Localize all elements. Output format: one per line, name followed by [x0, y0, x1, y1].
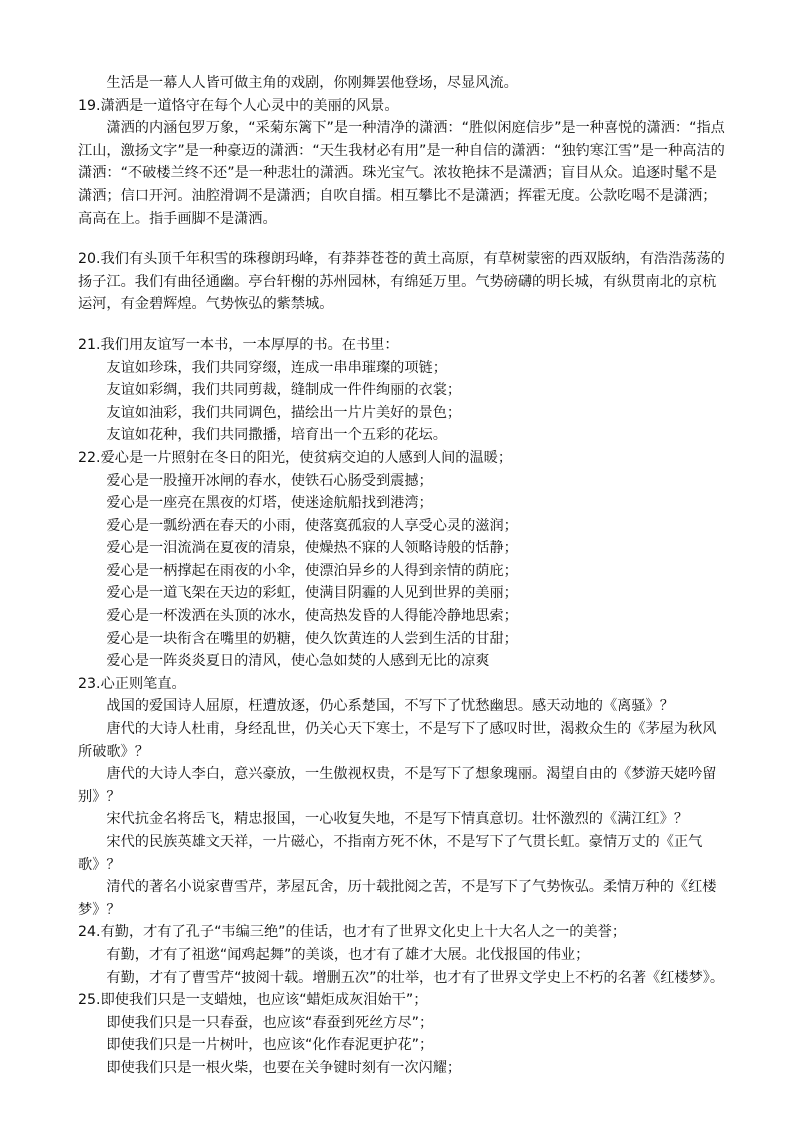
section-21-line: 友谊如花种，我们共同撒播，培育出一个五彩的花坛。: [106, 427, 447, 444]
paragraph-gap: [78, 230, 728, 248]
section-24-paragraph: 有勤，才有了曹雪芹“披阅十载。增删五次”的壮举，也才有了世界文学史上不朽的名著《红楼梦》。: [106, 969, 725, 986]
section-21-line: 友谊如珍珠，我们共同穿缀，连成一串串璀璨的项链；: [106, 359, 447, 376]
section-22-line: 爱心是一股撞开冰闸的春水，使铁石心肠受到震撼；: [106, 472, 433, 489]
section-23-paragraph: 清代的著名小说家曹雪芹，茅屋瓦舍，历十载批阅之苦，不是写下了气势恢弘。柔情万种的《红楼梦》？: [78, 879, 717, 918]
section-22-line: 爱心是一杯泼洒在头顶的冰水，使高热发昏的人得能冷静地思索；: [106, 608, 518, 625]
section-22-heading: 22.爱心是一片照射在冬日的阳光，使贫病交迫的人感到人间的温暖；: [78, 449, 513, 466]
section-19-body: 潇洒的内涵包罗万象，“采菊东篱下”是一种清净的潇洒：“胜似闲庭信步”是一种喜悦的潇洒：“指点江山，激扬文字”是一种豪迈的潇洒：“天生我材必有用”是一种自信的潇洒：“独钓寒江雪”是一种高洁的潇洒：“不破楼兰终不还”是一种悲壮的潇洒。珠光宝气。浓妆艳抹不是潇洒；盲目从众。追逐时髦不是潇洒；信口开河。油腔滑调不是潇洒；自吹自擂。相互攀比不是潇洒；挥霍无度。公款吃喝不是潇洒；高高在上。指手画脚不是潇洒。: [78, 120, 725, 227]
section-24-paragraph: 有勤，才有了祖逖“闻鸡起舞”的美谈，也才有了雄才大展。北伐报国的伟业；: [106, 946, 590, 963]
paragraph-gap: [78, 316, 728, 334]
section-20-body: 20.我们有头顶千年积雪的珠穆朗玛峰，有莽莽苍苍的黄土高原，有草树蒙密的西双版纳，有浩浩荡荡的扬子江。我们有曲径通幽。亭台轩榭的苏州园林，有绵延万里。气势磅礴的明长城，有纵贯南北的京杭运河，有金碧辉煌。气势恢弘的紫禁城。: [78, 251, 725, 313]
section-25-line: 即使我们只是一只春蚕，也应该“春蚕到死丝方尽”；: [106, 1014, 434, 1031]
section-21-line: 友谊如油彩，我们共同调色，描绘出一片片美好的景色；: [106, 404, 462, 421]
section-24-heading: 24.有勤，才有了孔子“韦编三绝”的佳话，也才有了世界文化史上十大名人之一的美誉；: [78, 924, 627, 941]
intro-paragraph: 生活是一幕人人皆可做主角的戏剧，你刚舞罢他登场，尽显风流。: [106, 75, 518, 91]
section-22-line: 爱心是一柄撑起在雨夜的小伞，使漂泊异乡的人得到亲情的荫庇；: [106, 562, 518, 579]
section-23-paragraph: 宋代的民族英雄文天祥，一片磁心，不指南方死不休，不是写下了气贯长虹。豪情万丈的《正气歌》？: [78, 834, 703, 873]
section-22-line: 爱心是一道飞架在天边的彩虹，使满目阴霾的人见到世界的美丽；: [106, 585, 518, 602]
section-21-line: 友谊如彩绸，我们共同剪裁，缝制成一件件绚丽的衣裳；: [106, 382, 462, 399]
section-19-heading: 19.潇洒是一道恪守在每个人心灵中的美丽的风景。: [78, 97, 399, 114]
section-22-line: 爱心是一块衔含在嘴里的奶糖，使久饮黄连的人尝到生活的甘甜；: [106, 630, 518, 647]
section-22-line: 爱心是一瓢纷洒在春天的小雨，使落寞孤寂的人享受心灵的滋润；: [106, 517, 518, 534]
section-25-heading: 25.即使我们只是一支蜡烛，也应该“蜡炬成灰泪始干”；: [78, 992, 428, 1009]
section-23-heading: 23.心正则笔直。: [78, 675, 186, 692]
section-23-paragraph: 唐代的大诗人李白，意兴豪放，一生傲视权贵，不是写下了想象瑰丽。渴望自由的《梦游天姥吟留别》？: [78, 766, 717, 805]
section-23-paragraph: 宋代抗金名将岳飞，精忠报国，一心收复失地，不是写下情真意切。壮怀激烈的《满江红》？: [106, 811, 689, 828]
section-21-heading: 21.我们用友谊写一本书，一本厚厚的书。在书里：: [78, 336, 399, 353]
section-25-line: 即使我们只是一根火柴，也要在关争键时刻有一次闪耀；: [106, 1059, 462, 1076]
section-23-paragraph: 战国的爱国诗人屈原，枉遭放逐，仍心系楚国，不写下了忧愁幽思。感天动地的《离骚》？: [106, 698, 674, 715]
section-22-line: 爱心是一阵炎炎夏日的清风，使心急如焚的人感到无比的凉爽: [106, 653, 490, 670]
section-23-paragraph: 唐代的大诗人杜甫，身经乱世，仍关心天下寒士，不是写下了感叹时世，渴救众生的《茅屋为秋风所破歌》？: [78, 721, 717, 760]
document-page: [78, 72, 728, 1080]
section-22-line: 爱心是一泪流淌在夏夜的清泉，使燥热不寐的人领略诗般的恬静；: [106, 540, 518, 557]
section-25-line: 即使我们只是一片树叶，也应该“化作春泥更护花”；: [106, 1037, 434, 1054]
section-22-line: 爱心是一座亮在黑夜的灯塔，使迷途航船找到港湾；: [106, 495, 433, 512]
